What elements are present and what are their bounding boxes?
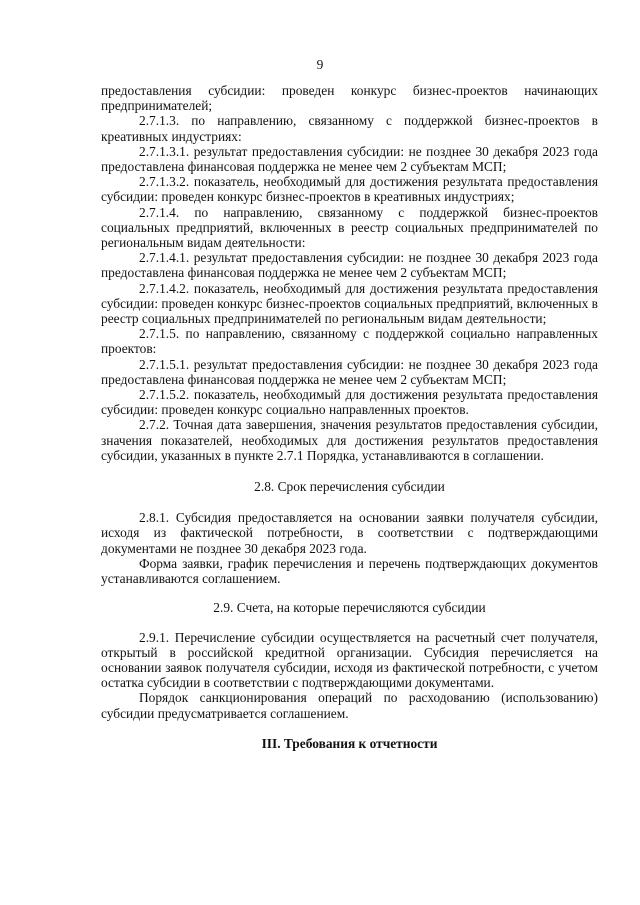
paragraph: предоставления субсидии: проведен конкурс бизнес-проектов начинающих предпринимателей; (101, 83, 598, 114)
section-heading: 2.8. Срок перечисления субсидии (254, 479, 445, 495)
paragraph: 2.9.1. Перечисление субсидии осуществляется на расчетный счет получателя, открытый в российской кредитной организации. Субсидия перечисляется на основании заявок получателя субсидии, исходя из фактической потребности, с учетом остатка субсидии в соответствии с подтверждающими документами. (101, 629, 598, 691)
paragraph: 2.7.1.4.2. показатель, необходимый для достижения результата предоставления субсидии: проведен конкурс бизнес-проектов социальных предприятий, включенных в реестр социальных предпринимателей по региональным видам деятельности; (101, 280, 599, 327)
paragraph: 2.7.1.3. по направлению, связанному с поддержкой бизнес-проектов в креативных индустриях: (101, 113, 598, 144)
paragraph: 2.7.1.3.2. показатель, необходимый для достижения результата предоставления субсидии: проведен конкурс бизнес-проектов в креативных индустриях; (101, 174, 598, 205)
paragraph: 2.7.1.4. по направлению, связанному с поддержкой бизнес-проектов социальных предприятий, включенных в реестр социальных предпринимателей по региональным видам деятельности: (101, 204, 598, 251)
page-number: 9 (316, 57, 324, 72)
paragraph: 2.7.1.5. по направлению, связанному с поддержкой социально направленных проектов: (101, 326, 598, 357)
chapter-heading: III. Требования к отчетности (261, 735, 438, 751)
section-heading: 2.9. Счета, на которые перечисляются субсидии (213, 600, 486, 616)
paragraph: 2.7.1.5.2. показатель, необходимый для достижения результата предоставления субсидии: проведен конкурс социально направленных проектов. (101, 387, 598, 418)
paragraph: Порядок санкционирования операций по расходованию (использованию) субсидии предусматривается соглашением. (101, 690, 598, 721)
paragraph: 2.7.1.3.1. результат предоставления субсидии: не позднее 30 декабря 2023 года предоставлена финансовая поддержка не менее чем 2 субъектам МСП; (101, 143, 598, 175)
document-body (101, 83, 598, 751)
paragraph: 2.7.1.5.1. результат предоставления субсидии: не позднее 30 декабря 2023 года предоставлена финансовая поддержка не менее чем 2 субъектам МСП; (101, 356, 598, 387)
paragraph: 2.7.1.4.1. результат предоставления субсидии: не позднее 30 декабря 2023 года предоставлена финансовая поддержка не менее чем 2 субъектам МСП; (101, 250, 598, 281)
paragraph: 2.8.1. Субсидия предоставляется на основании заявки получателя субсидии, исходя из фактической потребности, в соответствии с подтверждающими документами не позднее 30 декабря 2023 года. (101, 510, 598, 556)
paragraph: 2.7.2. Точная дата завершения, значения результатов предоставления субсидии, значения показателей, необходимых для достижения результатов предоставления субсидии, указанных в пункте 2.7.1 Порядка, устанавливаются в соглашении. (101, 417, 598, 463)
paragraph: Форма заявки, график перечисления и перечень подтверждающих документов устанавливаются соглашением. (101, 555, 598, 587)
